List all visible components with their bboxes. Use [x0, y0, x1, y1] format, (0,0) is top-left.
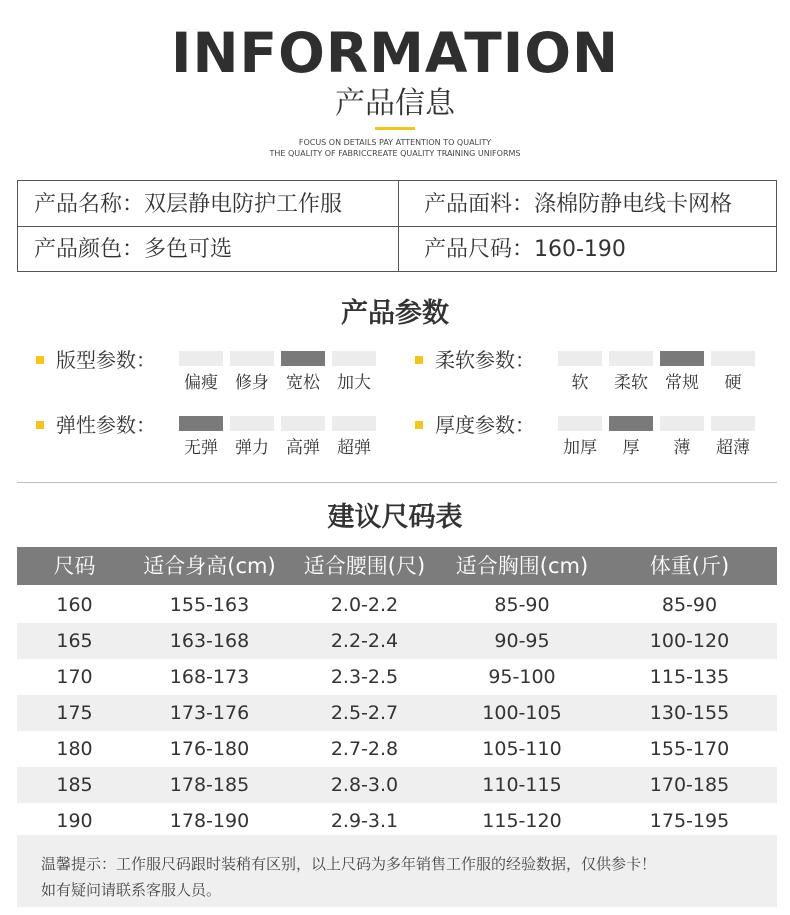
- size-chart-title: 建议尺码表: [327, 502, 463, 533]
- info-product-name: 产品名称：双层静电防护工作服: [34, 192, 343, 217]
- param-softness-label: 柔软参数：: [435, 348, 535, 372]
- page-title: INFORMATION: [171, 21, 619, 85]
- table-cell: 178-185: [169, 774, 250, 796]
- table-row: [17, 767, 777, 803]
- bullet-icon: [36, 421, 44, 429]
- table-cell: 2.2-2.4: [330, 630, 399, 652]
- param-thickness-label: 厚度参数：: [435, 413, 535, 437]
- table-cell: 2.3-2.5: [330, 666, 399, 688]
- table-cell: 2.8-3.0: [330, 774, 399, 796]
- info-product-size: 产品尺码：160-190: [424, 237, 626, 262]
- table-cell: 178-190: [169, 810, 250, 832]
- product-info-table: [17, 180, 777, 272]
- param-option-label: 硬: [724, 373, 742, 393]
- table-row: [17, 803, 777, 839]
- table-cell: 176-180: [169, 738, 250, 760]
- accent-bar: [375, 127, 415, 130]
- param-level-bar: [711, 351, 755, 366]
- param-level-bar: [230, 351, 274, 366]
- param-level-bar: [230, 416, 274, 431]
- table-header: [17, 547, 777, 585]
- table-cell: 130-155: [649, 702, 730, 724]
- table-cell: 2.9-3.1: [330, 810, 399, 832]
- tagline-2: THE QUALITY OF FABRICCREATE QUALITY TRAINING UNIFORMS: [269, 149, 521, 158]
- table-cell: 155-170: [649, 738, 730, 760]
- table-row: [17, 659, 777, 695]
- section-divider: [17, 482, 777, 483]
- bullet-icon: [36, 356, 44, 364]
- param-option-label: 厚: [622, 438, 640, 458]
- table-row: [17, 695, 777, 731]
- page-subtitle: 产品信息: [335, 86, 455, 121]
- param-option-label: 软: [571, 373, 589, 393]
- param-level-bar: [609, 416, 653, 431]
- param-level-bar: [332, 416, 376, 431]
- param-elasticity-label: 弹性参数：: [56, 413, 156, 437]
- param-option-label: 超弹: [337, 438, 371, 458]
- param-option-label: 偏瘦: [184, 373, 218, 393]
- table-cell: 105-110: [482, 738, 562, 760]
- param-option-label: 柔软: [614, 373, 648, 393]
- param-option-label: 薄: [673, 438, 691, 458]
- table-cell: 175-195: [649, 810, 730, 832]
- param-option-label: 弹力: [235, 438, 269, 458]
- table-cell: 155-163: [169, 594, 250, 616]
- info-product-fabric: 产品面料：涤棉防静电线卡网格: [424, 192, 733, 217]
- note-line-1: 温馨提示：工作服尺码跟时装稍有区别，以上尺码为多年销售工作服的经验数据，仅供参卡！: [41, 855, 657, 873]
- table-cell: 168-173: [169, 666, 250, 688]
- header-cell: 体重(斤): [649, 554, 730, 578]
- param-option-label: 超薄: [716, 438, 750, 458]
- table-cell: 85-90: [661, 594, 718, 616]
- bullet-icon: [415, 421, 423, 429]
- param-option-label: 无弹: [184, 438, 218, 458]
- tagline-1: FOCUS ON DETAILS PAY ATTENTION TO QUALITY: [298, 138, 492, 147]
- param-level-bar: [660, 416, 704, 431]
- table-cell: 110-115: [482, 774, 562, 796]
- param-level-bar: [332, 351, 376, 366]
- param-level-bar: [558, 416, 602, 431]
- param-option-label: 加厚: [563, 438, 597, 458]
- param-fit-label: 版型参数：: [56, 348, 156, 372]
- table-cell: 170: [56, 666, 93, 688]
- table-cell: 165: [56, 630, 93, 652]
- table-row: [17, 623, 777, 659]
- table-cell: 160: [56, 594, 93, 616]
- bullet-icon: [415, 356, 423, 364]
- table-cell: 95-100: [488, 666, 556, 688]
- table-cell: 170-185: [649, 774, 730, 796]
- header-cell: 适合身高(cm): [143, 554, 276, 578]
- table-cell: 85-90: [494, 594, 550, 616]
- param-level-bar: [609, 351, 653, 366]
- note-line-2: 如有疑问请联系客服人员。: [41, 881, 222, 899]
- header-cell: 尺码: [53, 554, 96, 578]
- table-cell: 2.0-2.2: [330, 594, 399, 616]
- param-level-bar: [558, 351, 602, 366]
- table-cell: 180: [56, 738, 93, 760]
- header-cell: 适合腰围(尺): [303, 554, 426, 578]
- table-cell: 2.5-2.7: [330, 702, 399, 724]
- table-cell: 90-95: [494, 630, 550, 652]
- table-cell: 2.7-2.8: [330, 738, 399, 760]
- table-cell: 100-120: [649, 630, 730, 652]
- table-cell: 100-105: [482, 702, 562, 724]
- table-row: [17, 731, 777, 767]
- param-level-bar: [179, 351, 223, 366]
- param-level-bar: [179, 416, 223, 431]
- table-cell: 175: [56, 702, 93, 724]
- table-cell: 190: [56, 810, 93, 832]
- info-product-color: 产品颜色：多色可选: [34, 237, 233, 262]
- size-note: [17, 835, 777, 907]
- header-cell: 适合胸围(cm): [455, 554, 589, 578]
- table-cell: 163-168: [169, 630, 250, 652]
- param-option-label: 加大: [337, 373, 371, 393]
- param-option-label: 宽松: [286, 373, 320, 393]
- param-level-bar: [711, 416, 755, 431]
- param-level-bar: [281, 351, 325, 366]
- table-cell: 115-120: [482, 810, 562, 832]
- param-option-label: 修身: [235, 373, 269, 393]
- param-level-bar: [660, 351, 704, 366]
- param-option-label: 常规: [665, 373, 699, 393]
- params-title: 产品参数: [341, 298, 449, 329]
- table-row: [17, 587, 777, 623]
- table-cell: 185: [56, 774, 93, 796]
- param-level-bar: [281, 416, 325, 431]
- table-cell: 173-176: [169, 702, 250, 724]
- param-option-label: 高弹: [286, 438, 320, 458]
- table-cell: 115-135: [649, 666, 730, 688]
